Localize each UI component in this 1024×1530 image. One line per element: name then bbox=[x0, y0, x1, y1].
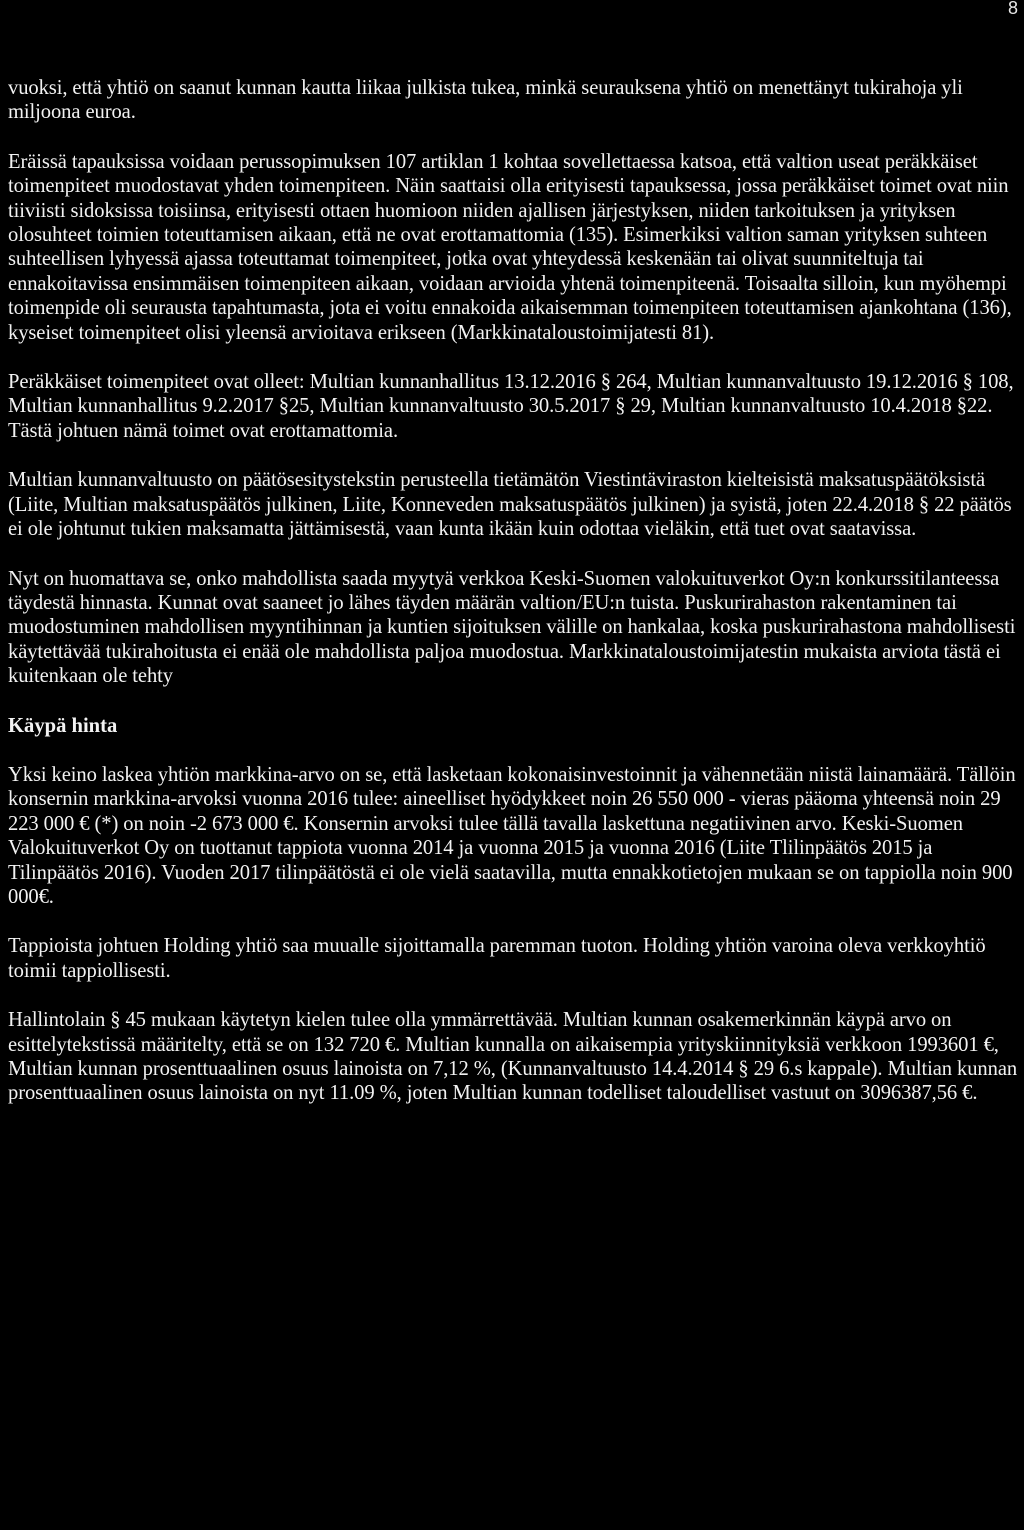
paragraph-1: vuoksi, että yhtiö on saanut kunnan kautta liikaa julkista tukea, minkä seurauksena yhtiö on menettänyt tukirahoja yli miljoona euroa. bbox=[8, 77, 963, 124]
paragraph-4: Multian kunnanvaltuusto on päätösesitystekstin perusteella tietämätön Viestintäviraston kielteisistä maksatuspäätöksistä (Liite, Multian maksatuspäätös julkinen, Liite, Konneveden maksatuspäätös julkinen) ja syistä, joten 22.4.2018 § 22 päätös ei ole johtunut tukien maksamatta jättämisestä, vaan kunta ikään kuin odottaa vieläkin, että tuet ovat saatavissa. bbox=[8, 469, 1012, 541]
page-number: 8 bbox=[1007, 0, 1018, 18]
paragraph-8: Hallintolain § 45 mukaan käytetyn kielen tulee olla ymmärrettävää. Multian kunnan osakemerkinnän käypä arvo on esittelytekstissä määritelty, että se on 132 720 €. Multian kunnalla on aikaisempia yrityskiinnityksiä verkkoon 1993601 €, Multian kunnan prosenttuaalinen osuus lainoista on 7,12 %, (Kunnanvaltuusto 14.4.2014 § 29 6.s kappale). Multian kunnan prosenttuaalinen osuus lainoista on nyt 11.09 %, joten Multian kunnan todelliset taloudelliset vastuut on 3096387,56 €. bbox=[8, 1009, 1018, 1105]
section-heading: Käypä hinta bbox=[8, 714, 118, 737]
paragraph-2: Eräissä tapauksissa voidaan perussopimuksen 107 artiklan 1 kohtaa sovellettaessa katsoa, että valtion useat peräkkäiset toimenpiteet muodostavat yhden toimenpiteen. Näin saattaisi olla erityisesti tapauksessa, jossa peräkkäiset toimet ovat niin tiiviisti sidoksissa toisiinsa, erityisesti ottaen huomioon niiden ajallisen järjestyksen, niiden tarkoituksen ja yrityksen olosuhteet toimien toteuttamisen aikaan, että ne ovat erottamattomia (135). Esimerkiksi valtion saman yrityksen suhteen suhteellisen lyhyessä ajassa toteuttamat toimenpiteet, jotka ovat yhteydessä keskenään tai olivat suunniteltuja tai ennakoitavissa ensimmäisen toimenpiteen aikaan, voidaan arvioida yhtenä toimenpiteenä. Toisaalta silloin, kun myöhempi toimenpide oli seurausta tapahtumasta, jota ei voitu ennakoida aikaisemman toimenpiteen toteuttamisen ajankohtana (136), kyseiset toimenpiteet olisi yleensä arvioitava erikseen (Markkinataloustoimijatesti 81). bbox=[8, 150, 1012, 344]
paragraph-5: Nyt on huomattava se, onko mahdollista saada myytyä verkkoa Keski-Suomen valokuituverkot Oy:n konkurssitilanteessa täydestä hinnasta. Kunnat ovat saaneet jo lähes täyden määrän valtion/EU:n tuista. Puskurirahaston rakentaminen tai muodostuminen mahdollisen myyntihinnan ja kuntien sijoituksen välille on hankalaa, koska puskurirahastona mahdollisesti käytettävää tukirahoitusta ei enää ole mahdollista paljoa muodostua. Markkinataloustoimijatestin mukaista arviota tästä ei kuitenkaan ole tehty bbox=[8, 567, 1016, 688]
paragraph-6: Yksi keino laskea yhtiön markkina-arvo on se, että lasketaan kokonaisinvestoinnit ja vähennetään niistä lainamäärä. Tällöin konsernin markkina-arvoksi vuonna 2016 tulee: aineelliset hyödykkeet noin 26 550 000 - vieras pääoma yhteensä noin 29 223 000 € (*) on noin -2 673 000 €. Konsernin arvoksi tulee tällä tavalla laskettuna negatiivinen arvo. Keski-Suomen Valokuituverkot Oy on tuottanut tappiota vuonna 2014 ja vuonna 2015 ja vuonna 2016 (Liite Tlilinpäätös 2015 ja Tilinpäätös 2016). Vuoden 2017 tilinpäätöstä ei ole vielä saatavilla, mutta ennakkotietojen mukaan se on tappiolla noin 900 000€. bbox=[8, 763, 1016, 908]
paragraph-7: Tappioista johtuen Holding yhtiö saa muualle sijoittamalla paremman tuoton. Holding yhtiön varoina oleva verkkoyhtiö toimii tappiollisesti. bbox=[8, 935, 986, 982]
paragraph-3: Peräkkäiset toimenpiteet ovat olleet: Multian kunnanhallitus 13.12.2016 § 264, Multian kunnanvaltuusto 19.12.2016 § 108, Multian kunnanhallitus 9.2.2017 §25, Multian kunnanvaltuusto 30.5.2017 § 29, Multian kunnanvaltuusto 10.4.2018 §22. Tästä johtuen nämä toimet ovat erottamattomia. bbox=[8, 371, 1014, 442]
document-body bbox=[8, 76, 1018, 1106]
